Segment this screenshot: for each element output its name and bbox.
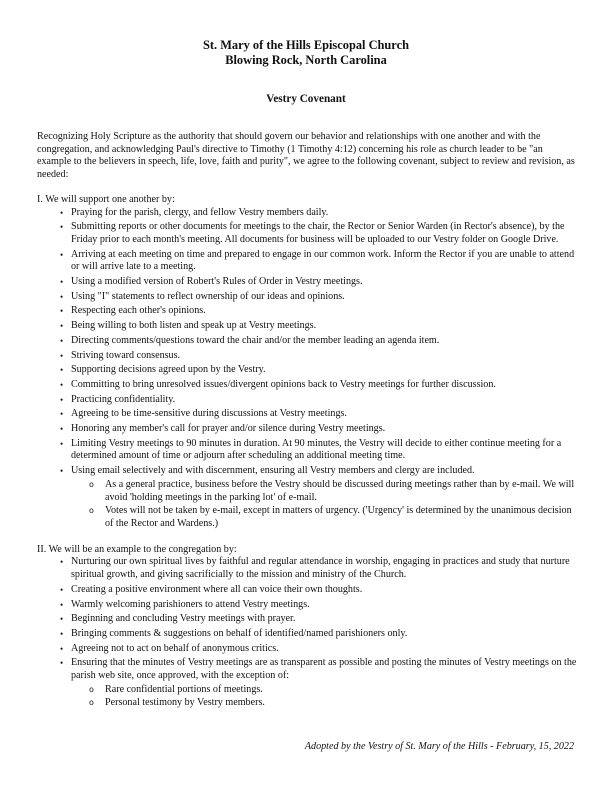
bullet-icon: • <box>60 614 64 625</box>
bullet-icon: • <box>60 379 64 390</box>
circle-bullet-icon: o <box>89 506 94 516</box>
list-item <box>60 206 577 220</box>
list-item-text: Using a modified version of Robert's Rules of Order in Vestry meetings. <box>71 276 363 288</box>
bullet-list <box>37 207 577 531</box>
circle-bullet-icon: o <box>89 479 94 489</box>
sub-list-item <box>89 683 577 697</box>
sub-list-item <box>89 697 577 710</box>
list-item-text: Bringing comments & suggestions on behalf of identified/named parishioners only. <box>71 627 408 639</box>
bullet-icon: • <box>60 394 64 405</box>
list-item <box>60 305 577 318</box>
list-item-text: Using "I" statements to reflect ownership of our ideas and opinions. <box>71 290 345 302</box>
list-item <box>60 598 577 612</box>
list-item <box>60 657 577 710</box>
list-item <box>60 583 577 597</box>
bullet-icon: • <box>60 628 64 639</box>
circle-bullet-icon: o <box>89 698 94 708</box>
bullet-icon: • <box>60 658 64 669</box>
list-item <box>60 320 577 333</box>
church-name: St. Mary of the Hills Episcopal Church <box>203 38 409 52</box>
list-item <box>60 437 577 463</box>
bullet-icon: • <box>60 584 64 595</box>
list-item <box>60 334 577 348</box>
list-item <box>60 349 577 363</box>
list-item-text: Agreeing to be time-sensitive during discussions at Vestry meetings. <box>71 408 347 420</box>
document-body <box>37 131 577 712</box>
list-item <box>60 276 577 289</box>
list-item-text: Supporting decisions agreed upon by the Vestry. <box>71 364 266 376</box>
sub-list-item-text: As a general practice, business before the Vestry should be discussed during meetings rather than by e-mail. We will avoid 'holding meetings in the parking lot' of e-mail. <box>105 478 575 503</box>
bullet-icon: • <box>60 466 64 477</box>
document-header <box>0 38 612 68</box>
list-item-text: Nurturing our own spiritual lives by faithful and regular attendance in worship, engaging in practices and study that nurture spiritual growth, and giving sacrificially to the mission and ministry of the Church. <box>71 556 570 581</box>
section-heading: I. We will support one another by: <box>37 193 175 205</box>
list-item <box>60 248 577 274</box>
list-item <box>60 627 577 641</box>
list-item-text: Committing to bring unresolved issues/divergent opinions back to Vestry meetings for further discussion. <box>71 378 496 390</box>
bullet-list <box>37 556 577 710</box>
bullet-icon: • <box>60 643 64 654</box>
bullet-icon: • <box>60 599 64 610</box>
list-item <box>60 364 577 377</box>
bullet-icon: • <box>60 350 64 361</box>
list-item-text: Being willing to both listen and speak up at Vestry meetings. <box>71 320 317 332</box>
sub-list-item <box>89 478 577 504</box>
list-item <box>60 290 577 304</box>
covenant-section <box>37 194 577 531</box>
list-item-text: Ensuring that the minutes of Vestry meetings are as transparent as possible and posting the minutes of Vestry meetings on the parish web site, once approved, with the exception of: <box>71 657 577 682</box>
list-item <box>60 642 577 656</box>
list-item <box>60 408 577 421</box>
list-item <box>60 378 577 392</box>
intro-paragraph: Recognizing Holy Scripture as the authority that should govern our behavior and relationships with one another and with the congregation, and acknowledging Paul's directive to Timothy (1 Timothy 4:12) concerning his role as church leader to be "an example to the believers in speech, life, love, faith and purity", we agree to the following covenant, subject to review and revision, as needed: <box>37 131 575 181</box>
list-item-text: Directing comments/questions toward the chair and/or the member leading an agenda item. <box>71 334 440 346</box>
list-item <box>60 613 577 626</box>
bullet-icon: • <box>60 335 64 346</box>
section-heading: II. We will be an example to the congregation by: <box>37 543 237 555</box>
list-item-text: Submitting reports or other documents for meetings to the chair, the Rector or Senior Warden (in Rector's absence), by the Friday prior to each month's meeting. All documents for business will be uploaded to our Vestry folder on Google Drive. <box>71 221 565 245</box>
bullet-icon: • <box>60 291 64 302</box>
bullet-icon: • <box>60 207 64 218</box>
sub-list-item-text: Votes will not be taken by e-mail, except in matters of urgency. ('Urgency' is determined by the unanimous decision of the Rector and Wardens.) <box>105 505 572 529</box>
list-item-text: Praying for the parish, clergy, and fellow Vestry members daily. <box>71 206 329 218</box>
sub-list-item-text: Personal testimony by Vestry members. <box>105 697 265 709</box>
list-item-text: Arriving at each meeting on time and prepared to engage in our common work. Inform the Rector if you are unable to attend or will arrive late to a meeting. <box>71 248 575 273</box>
church-location: Blowing Rock, North Carolina <box>225 53 387 67</box>
sub-list-item-text: Rare confidential portions of meetings. <box>105 683 263 695</box>
list-item-text: Limiting Vestry meetings to 90 minutes in duration. At 90 minutes, the Vestry will decide to either continue meeting for a determined amount of time or adjourn after scheduling an additional meeting time. <box>71 437 562 462</box>
bullet-icon: • <box>60 557 64 568</box>
bullet-icon: • <box>60 409 64 420</box>
covenant-section <box>37 544 577 710</box>
bullet-icon: • <box>60 321 64 332</box>
list-item-text: Agreeing not to act on behalf of anonymous critics. <box>71 642 279 654</box>
list-item-text: Honoring any member's call for prayer and/or silence during Vestry meetings. <box>71 423 386 435</box>
list-item-text: Warmly welcoming parishioners to attend Vestry meetings. <box>71 598 310 610</box>
sub-bullet-list <box>71 684 577 710</box>
sub-bullet-list <box>71 479 577 531</box>
section-spacer <box>37 533 577 544</box>
list-item-text: Beginning and concluding Vestry meetings with prayer. <box>71 613 296 625</box>
sub-list-item <box>89 505 577 530</box>
bullet-icon: • <box>60 306 64 317</box>
adoption-footer: Adopted by the Vestry of St. Mary of the Hills - February, 15, 2022 <box>304 741 574 752</box>
list-item <box>60 465 577 531</box>
list-item-text: Creating a positive environment where all can voice their own thoughts. <box>71 583 363 595</box>
bullet-icon: • <box>60 222 64 233</box>
list-item-text: Practicing confidentiality. <box>71 393 176 405</box>
list-item-text: Striving toward consensus. <box>71 349 181 361</box>
list-item <box>60 556 577 581</box>
covenant-sections <box>37 194 577 710</box>
bullet-icon: • <box>60 249 64 260</box>
bullet-icon: • <box>60 424 64 435</box>
bullet-icon: • <box>60 277 64 288</box>
list-item-text: Respecting each other's opinions. <box>71 305 206 317</box>
bullet-icon: • <box>60 438 64 449</box>
list-item <box>60 221 577 246</box>
circle-bullet-icon: o <box>89 684 94 694</box>
list-item <box>60 423 577 436</box>
bullet-icon: • <box>60 365 64 376</box>
document-title: Vestry Covenant <box>266 93 346 105</box>
list-item-text: Using email selectively and with discernment, ensuring all Vestry members and clergy are included. <box>71 465 475 477</box>
list-item <box>60 393 577 407</box>
